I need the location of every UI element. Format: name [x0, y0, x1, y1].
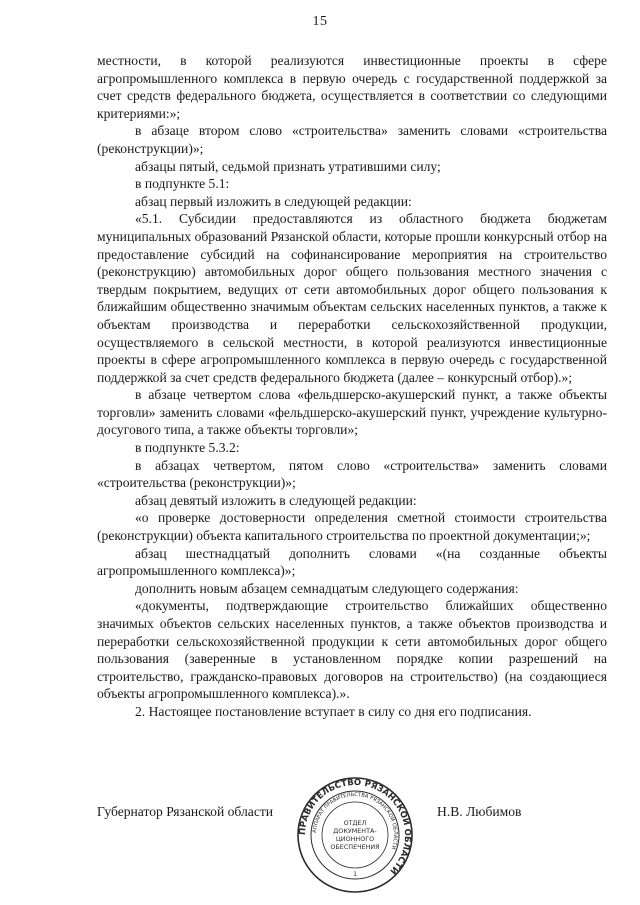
signature-block [97, 777, 607, 895]
stamp-inner-text: АППАРАТ ПРАВИТЕЛЬСТВА РЯЗАНСКОЙ ОБЛАСТИ [312, 791, 399, 850]
paragraph: в подпункте 5.1: [135, 176, 230, 192]
stamp-center-line: ОБЕСПЕЧЕНИЯ [330, 843, 380, 851]
page-number: 15 [312, 14, 328, 29]
paragraph: абзац первый изложить в следующей редакции: [135, 193, 412, 209]
paragraph: в абзаце втором слово «строительства» заменить словами «строительства (реконструкции)»; [97, 123, 607, 156]
paragraph: абзацы пятый, седьмой признать утратившими силу; [135, 158, 441, 174]
paragraph: «документы, подтверждающие строительство ближайших общественно значимых объектов сельских населенных пунктов, а также объектов производства и переработки сельскохозяйственной продукции к сети автомобильных дорог общего пользования (заверенные в установленном порядке копии разрешений на строительство, гражданско-правовых договоров на строительство) (на создающиеся объекты агропромышленного комплекса).». [97, 598, 607, 702]
stamp-center-line: ЦИОННОГО [335, 835, 375, 843]
document-body [97, 52, 607, 721]
stamp-number: 1 [353, 871, 357, 878]
paragraph: «5.1. Субсидии предоставляются из областного бюджета бюджетам муниципальных образований Рязанской области, которые прошли конкурсный отбор на предоставление субсидий на софинансирование мероприятия на строительство (реконструкцию) автомобильных дорог общего пользования местного значения с твердым покрытием, ведущих от сети автомобильных дорог общего пользования к ближайшим общественно значимым объектам сельских населенных пунктов, а также к объектам производства и переработки сельскохозяйственной продукции, осуществляемого в сельской местности, в которой реализуются инвестиционные проекты в сфере агропромышленного комплекса в первую очередь с государственной поддержкой за счет средств федерального бюджета (далее – конкурсный отбор).»; [97, 211, 607, 385]
paragraph: 2. Настоящее постановление вступает в силу со дня его подписания. [135, 703, 532, 719]
paragraph: абзац девятый изложить в следующей редакции: [135, 492, 417, 508]
stamp-center-line: ДОКУМЕНТА- [333, 827, 377, 835]
stamp-outer-text: ПРАВИТЕЛЬСТВО РЯЗАНСКОЙ ОБЛАСТИ [297, 777, 413, 876]
paragraph: в абзаце четвертом слова «фельдшерско-акушерский пункт, а также объекты торговли» заменить словами «фельдшерско-акушерский пункт, учреждение культурно-досугового типа, а также объекты торговли»; [97, 387, 607, 438]
paragraph: «о проверке достоверности определения сметной стоимости строительства (реконструкции) объекта капитального строительства по проектной документации;»; [97, 510, 607, 544]
signatory-title: Губернатор Рязанской области [97, 804, 274, 819]
stamp-center-line: ОТДЕЛ [343, 819, 367, 827]
paragraph: местности, в которой реализуются инвестиционные проекты в сфере агропромышленного комплекса в первую очередь с государственной поддержкой за счет средств федерального бюджета, осуществляется в соответствии со следующими критериями:»; [97, 53, 607, 121]
signatory-name: Н.В. Любимов [437, 804, 522, 819]
official-stamp [295, 775, 415, 895]
paragraph: дополнить новым абзацем семнадцатым следующего содержания: [135, 580, 519, 596]
paragraph: абзац шестнадцатый дополнить словами «(на созданные объекты агропромышленного комплекса)»; [97, 545, 607, 579]
paragraph: в абзацах четвертом, пятом слово «строительства» заменить словами «строительства (реконструкции)»; [97, 457, 607, 491]
paragraph: в подпункте 5.3.2: [135, 440, 240, 456]
